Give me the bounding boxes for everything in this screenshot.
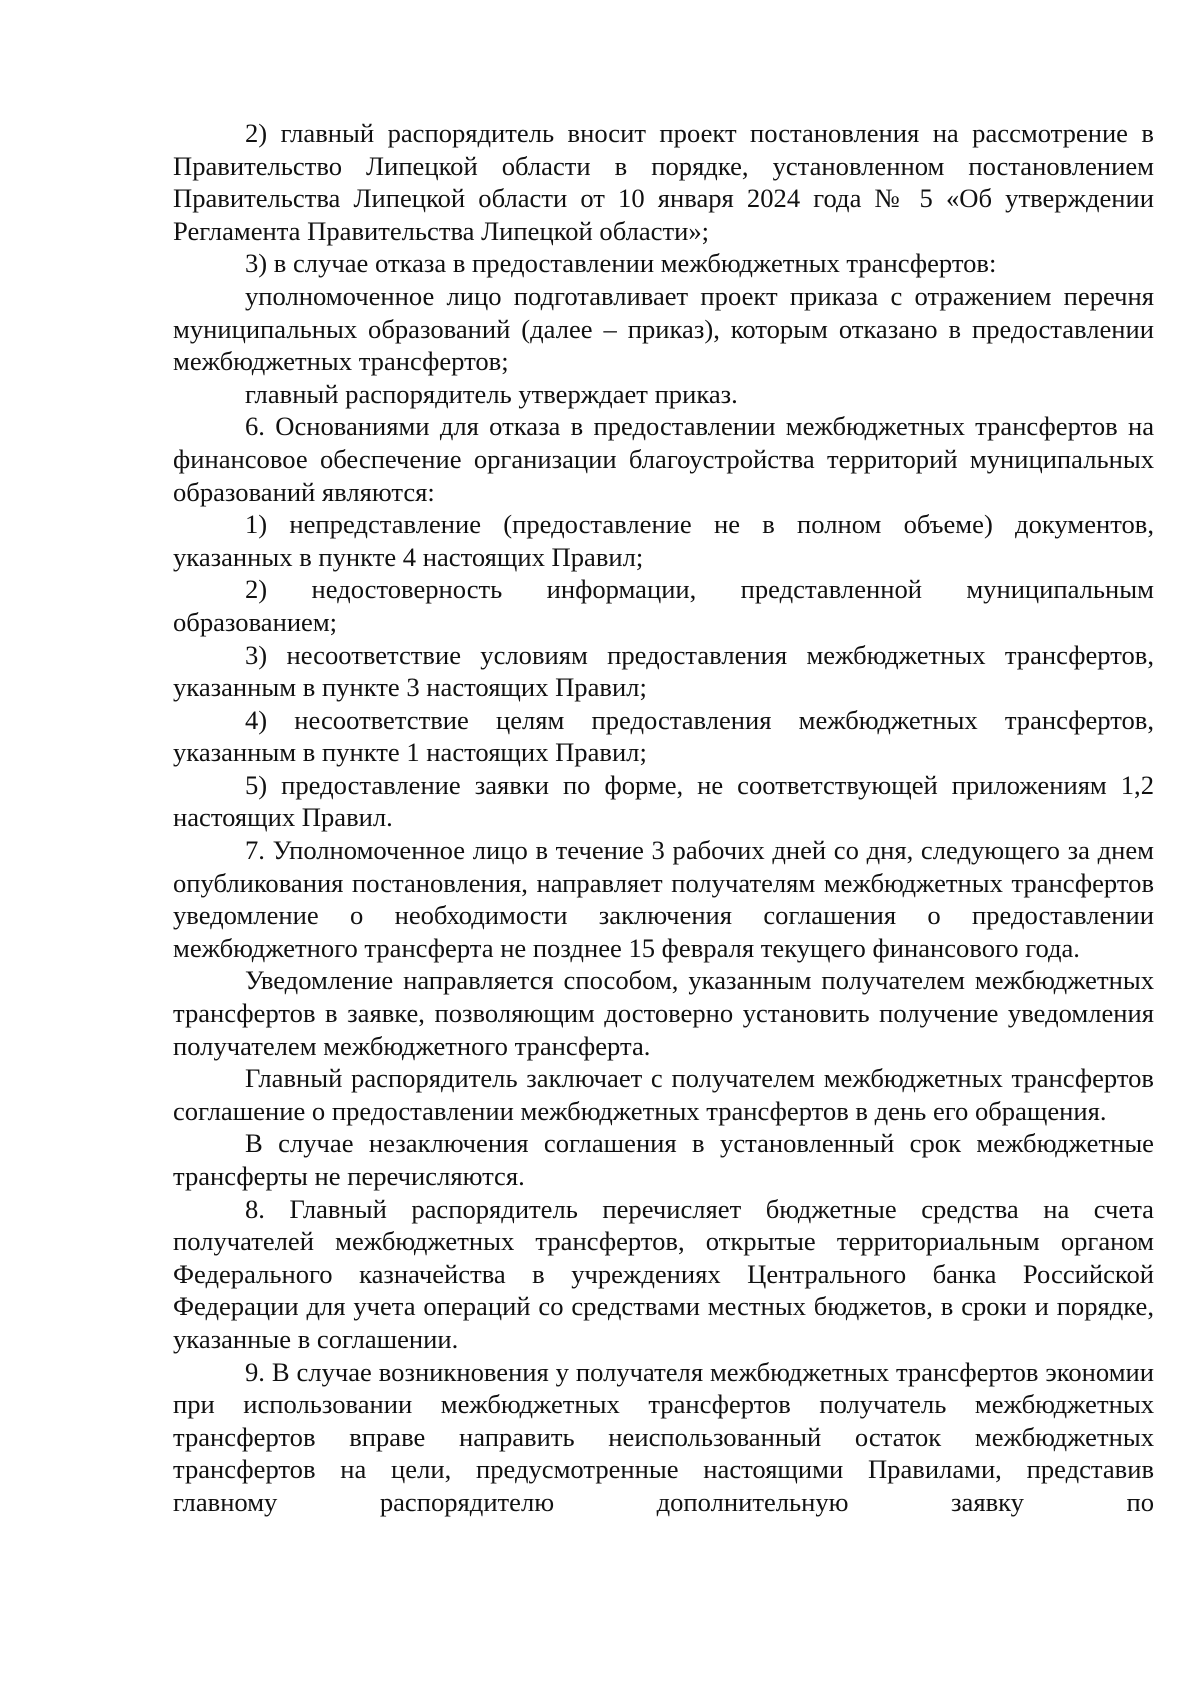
paragraph-authorized-person-order: уполномоченное лицо подготавливает проект приказа с отражением перечня муниципальных образований (далее – приказ), которым отказано в предоставлении межбюджетных трансфертов; (173, 280, 1154, 377)
paragraph-section-7-notification: 7. Уполномоченное лицо в течение 3 рабочих дней со дня, следующего за днем опубликования постановления, направляет получателям межбюджетных трансфертов уведомление о необходимости заключения соглашения о предоставлении межбюджетного трансферта не позднее 15 февраля текущего финансового года. (173, 835, 1154, 963)
paragraph-section-6-grounds: 6. Основаниями для отказа в предоставлении межбюджетных трансфертов на финансовое обеспечение организации благоустройства территорий муниципальных образований являются: (173, 411, 1154, 507)
paragraph-ground-5: 5) предоставление заявки по форме, не соответствующей приложениям 1,2 настоящих Правил. (173, 769, 1154, 833)
paragraph-clause-2-submission: 2) главный распорядитель вносит проект постановления на рассмотрение в Правительство Липецкой области в порядке, установленном постановлением Правительства Липецкой области от 10 января 2024 года № 5 «Об утверждении Регламента Правительства Липецкой области»; (173, 118, 1154, 246)
paragraph-non-conclusion: В случае незаключения соглашения в установленный срок межбюджетные трансферты не перечисляются. (173, 1128, 1154, 1191)
paragraph-section-9-savings: 9. В случае возникновения у получателя межбюджетных трансфертов экономии при использовании межбюджетных трансфертов получатель межбюджетных трансфертов вправе направить неиспользованный остаток межбюджетных трансфертов на цели, предусмотренные настоящими Правилами, представив главному распорядителю дополнительную заявку по (173, 1356, 1154, 1517)
paragraph-approves-order: главный распорядитель утверждает приказ. (245, 378, 738, 409)
paragraph-clause-3-refusal: 3) в случае отказа в предоставлении межбюджетных трансфертов: (245, 248, 997, 279)
paragraph-ground-4: 4) несоответствие целям предоставления межбюджетных трансфертов, указанным в пункте 1 настоящих Правил; (173, 704, 1154, 768)
paragraph-agreement-conclusion: Главный распорядитель заключает с получателем межбюджетных трансфертов соглашение о предоставлении межбюджетных трансфертов в день его обращения. (173, 1063, 1154, 1126)
paragraph-ground-3: 3) несоответствие условиям предоставления межбюджетных трансфертов, указанным в пункте 3 настоящих Правил; (173, 639, 1154, 703)
document-body (173, 117, 1154, 1519)
paragraph-notification-method: Уведомление направляется способом, указанным получателем межбюджетных трансфертов в заявке, позволяющим достоверно установить получение уведомления получателем межбюджетного трансферта. (173, 965, 1154, 1061)
paragraph-ground-2: 2) недостоверность информации, представленной муниципальным образованием; (173, 574, 1154, 637)
paragraph-section-8-transfer: 8. Главный распорядитель перечисляет бюджетные средства на счета получателей межбюджетных трансфертов, открытые территориальным органом Федерального казначейства в учреждениях Центрального банка Российской Федерации для учета операций со средствами местных бюджетов, в сроки и порядке, указанные в соглашении. (173, 1193, 1154, 1354)
paragraph-ground-1: 1) непредставление (предоставление не в полном объеме) документов, указанных в пункте 4 настоящих Правил; (173, 509, 1154, 572)
